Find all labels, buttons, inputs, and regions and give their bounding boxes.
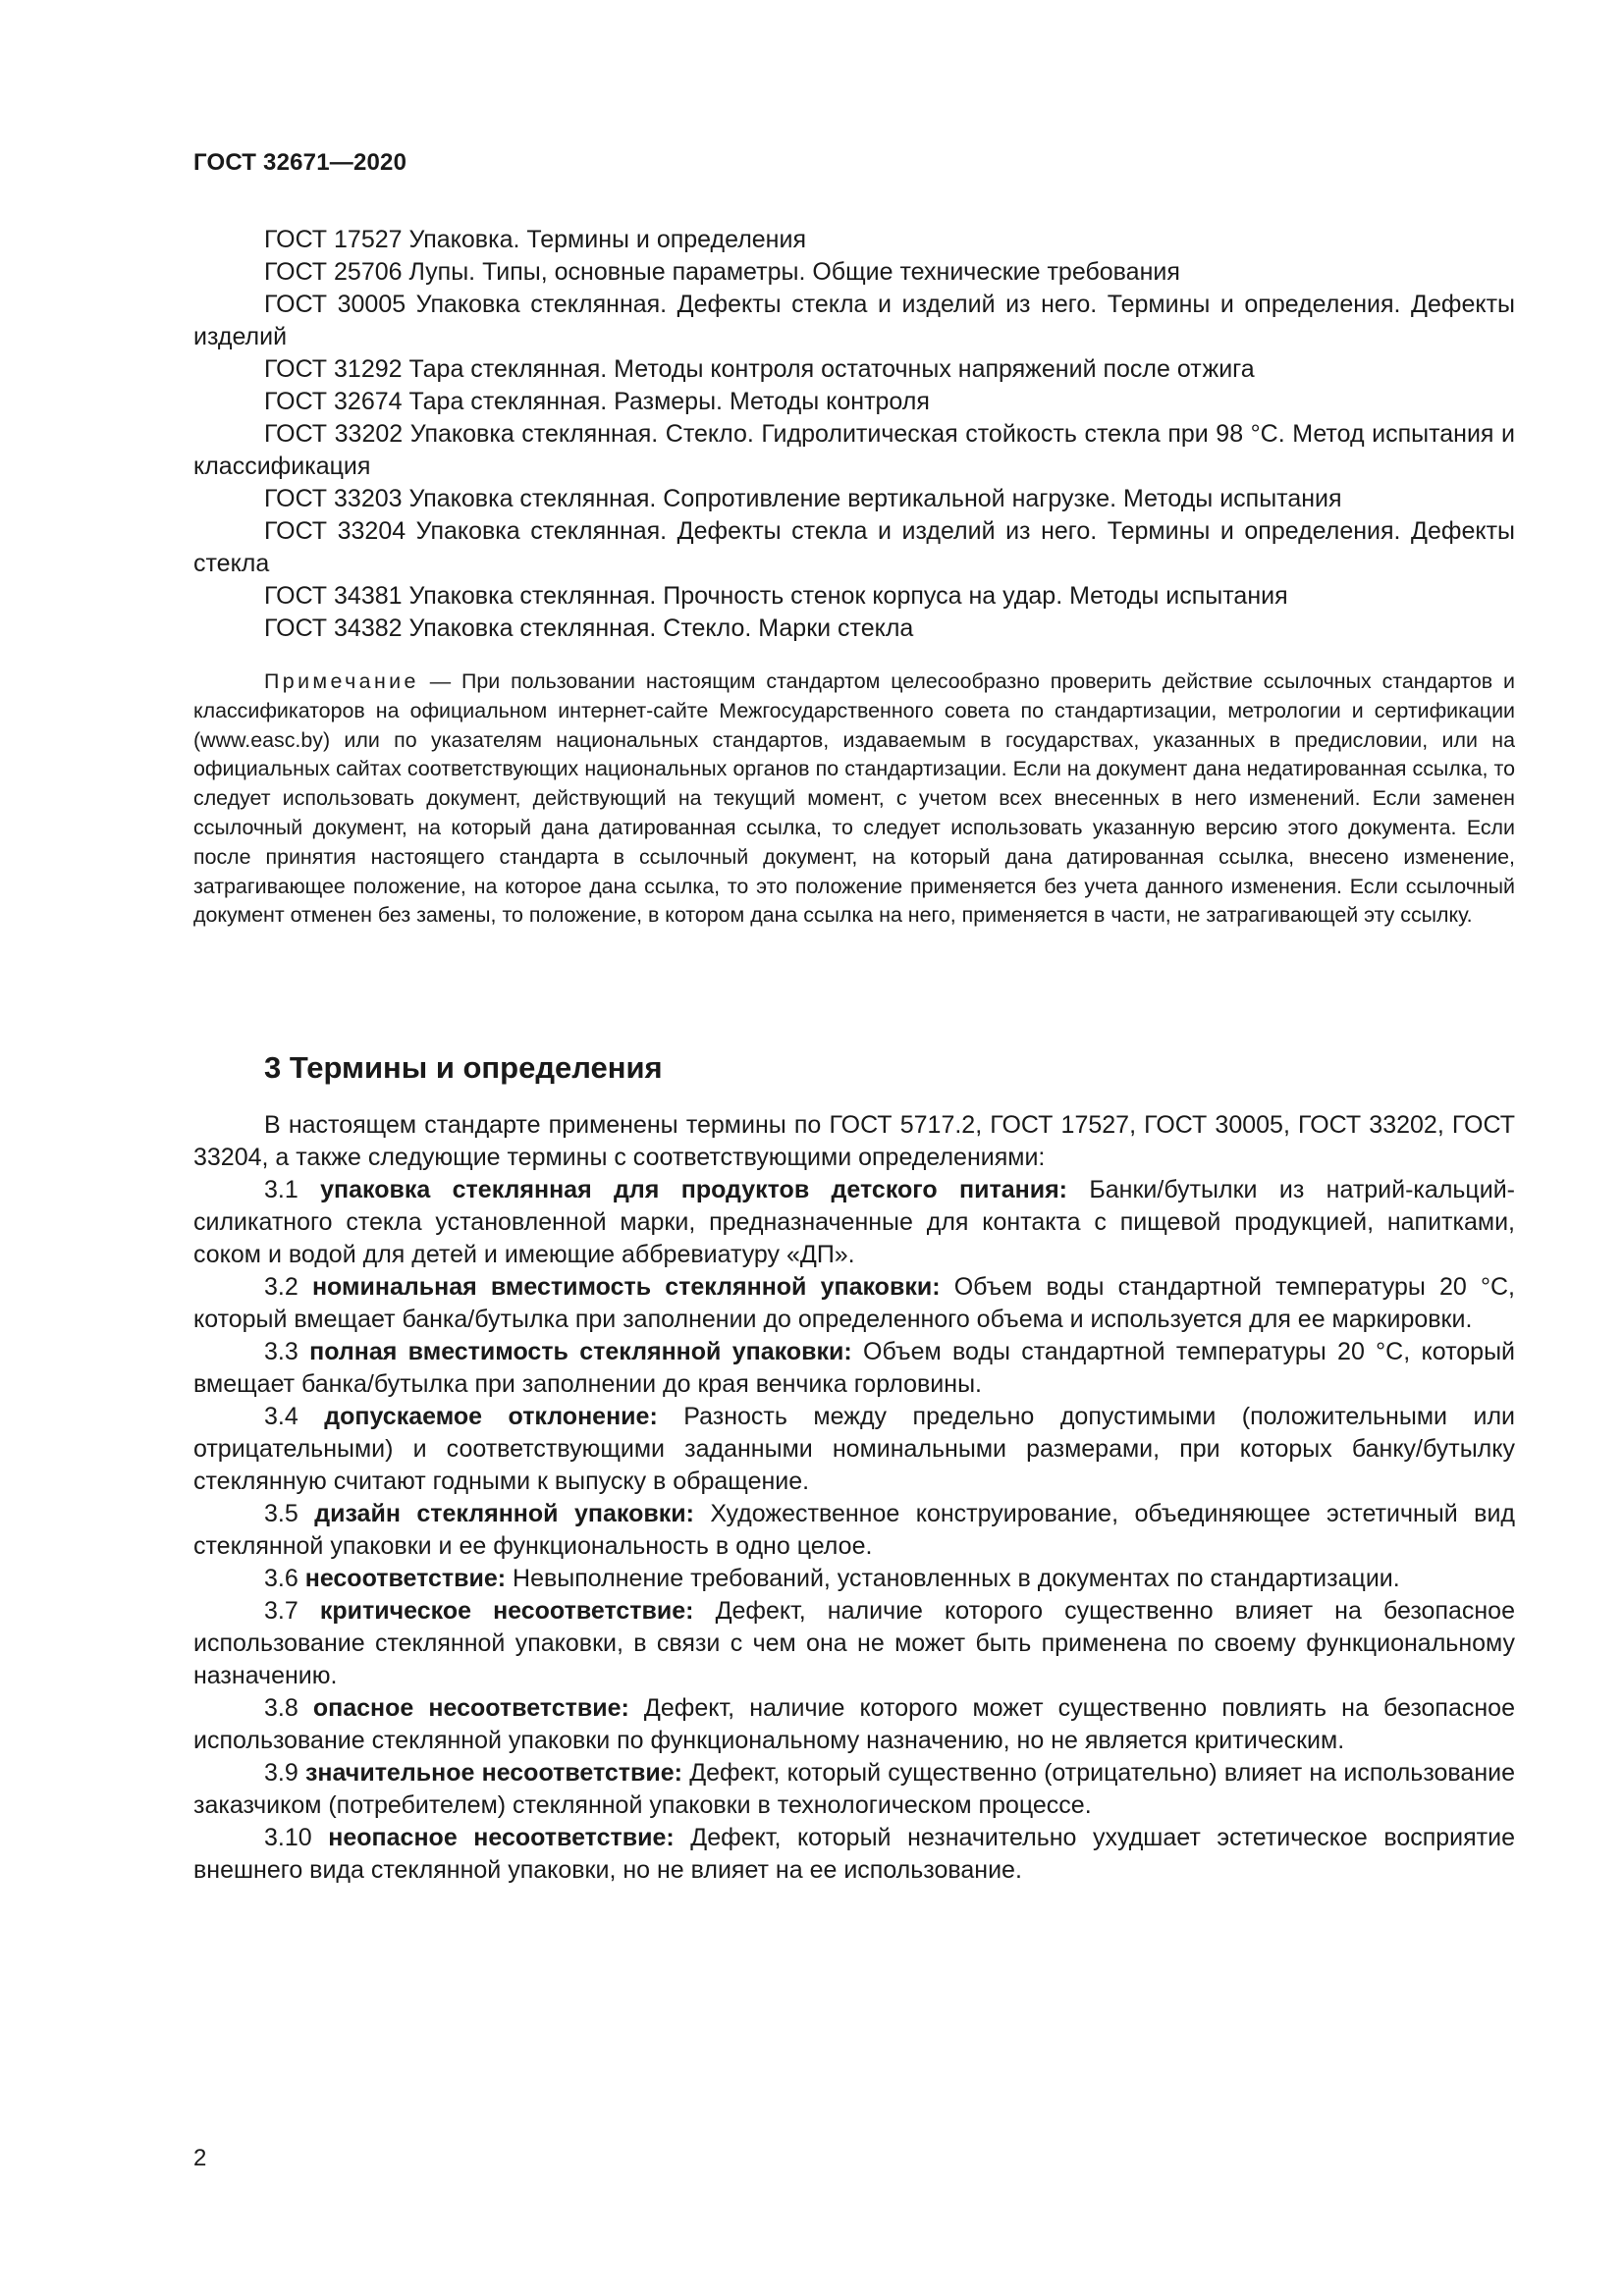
section-title: 3 Термины и определения	[264, 1050, 663, 1085]
reference-item: ГОСТ 30005 Упаковка стеклянная. Дефекты стекла и изделий из него. Термины и определения. Дефекты изделий	[193, 291, 1515, 350]
term-name: дизайн стеклянной упаковки:	[314, 1500, 694, 1527]
term-definition: Дефект, который существенно (отрицательно) влияет на использование заказчиком (потребителем) стеклянной упаковки в технологическом процессе.	[193, 1759, 1515, 1819]
reference-item: ГОСТ 31292 Тара стеклянная. Методы контроля остаточных напряжений после отжига	[264, 355, 1255, 383]
term-definition: Разность между предельно допустимыми (положительными или отрицательными) и соответствующими заданными номинальными размерами, при которых банку/бутылку стеклянную считают годными к выпуску в обращение.	[193, 1403, 1516, 1495]
reference-item: ГОСТ 32674 Тара стеклянная. Размеры. Методы контроля	[264, 388, 930, 415]
term-name: допускаемое отклонение:	[324, 1403, 658, 1430]
reference-item: ГОСТ 17527 Упаковка. Термины и определения	[264, 226, 806, 253]
term-entry	[193, 1401, 1515, 1498]
terms-list	[193, 1109, 1515, 1887]
section-intro: В настоящем стандарте применены термины по ГОСТ 5717.2, ГОСТ 17527, ГОСТ 30005, ГОСТ 33202, ГОСТ 33204, а также следующие термины с соответствующими определениями:	[193, 1111, 1515, 1171]
term-definition: Объем воды стандартной температуры 20 °С, который вмещает банка/бутылка при заполнении до определенного объема и используется для ее маркировки.	[193, 1273, 1515, 1333]
term-definition: Невыполнение требований, установленных в документах по стандартизации.	[506, 1565, 1400, 1592]
reference-item: ГОСТ 34382 Упаковка стеклянная. Стекло. Марки стекла	[264, 614, 914, 642]
term-definition: Объем воды стандартной температуры 20 °С, который вмещает банка/бутылка при заполнении до края венчика горловины.	[193, 1338, 1515, 1398]
term-entry	[193, 1563, 1515, 1595]
term-number: 3.5	[264, 1500, 298, 1527]
term-definition: Дефект, наличие которого существенно влияет на безопасное использование стеклянной упаковки, в связи с чем она не может быть применена по своему функциональному назначению.	[193, 1597, 1515, 1689]
term-entry	[193, 1757, 1515, 1822]
term-definition: Банки/бутылки из натрий-кальций-силикатного стекла установленной марки, предназначенные для контакта с пищевой продукцией, напитками, соком и водой для детей и имеющие аббревиатуру «ДП».	[193, 1176, 1516, 1268]
term-number: 3.10	[264, 1824, 312, 1851]
note-block	[193, 667, 1515, 931]
term-entry	[193, 1822, 1515, 1887]
term-name: полная вместимость стеклянной упаковки:	[309, 1338, 852, 1365]
term-number: 3.7	[264, 1597, 298, 1625]
reference-item: ГОСТ 34381 Упаковка стеклянная. Прочность стенок корпуса на удар. Методы испытания	[264, 582, 1288, 610]
term-name: неопасное несоответствие:	[328, 1824, 675, 1851]
note-text: — При пользовании настоящим стандартом целесообразно проверить действие ссылочных стандартов и классификаторов на официальном интернет-сайте Межгосударственного совета по стандартизации, метрологии и сертификации (www.easc.by) или по указателям национальных стандартов, издаваемым в государствах, указанных в предисловии, или на официальных сайтах соответствующих национальных органов по стандартизации. Если на документ дана недатированная ссылка, то следует использовать документ, действующий на текущий момент, с учетом всех внесенных в него изменений. Если заменен ссылочный документ, на который дана датированная ссылка, то следует использовать указанную версию этого документа. Если после принятия настоящего стандарта в ссылочный документ, на который дана датированная ссылка, внесено изменение, затрагивающее положение, на которое дана ссылка, то это положение применяется без учета данного изменения. Если ссылочный документ отменен без замены, то положение, в котором дана ссылка на него, применяется в части, не затрагивающей эту ссылку.	[193, 669, 1515, 928]
document-code-header: ГОСТ 32671—2020	[193, 149, 407, 176]
reference-item: ГОСТ 33202 Упаковка стеклянная. Стекло. Гидролитическая стойкость стекла при 98 °С. Метод испытания и классификация	[193, 420, 1515, 480]
term-number: 3.4	[264, 1403, 298, 1430]
term-name: критическое несоответствие:	[319, 1597, 694, 1625]
reference-item: ГОСТ 25706 Лупы. Типы, основные параметры. Общие технические требования	[264, 258, 1180, 286]
term-name: значительное несоответствие:	[305, 1759, 682, 1787]
term-number: 3.6	[264, 1565, 298, 1592]
term-definition: Дефект, наличие которого может существенно повлиять на безопасное использование стеклянной упаковки по функциональному назначению, но не является критическим.	[193, 1694, 1515, 1754]
term-entry	[193, 1595, 1515, 1692]
term-entry	[193, 1498, 1515, 1563]
term-number: 3.3	[264, 1338, 298, 1365]
page-number: 2	[193, 2145, 207, 2171]
term-name: несоответствие:	[304, 1565, 507, 1592]
reference-item: ГОСТ 33204 Упаковка стеклянная. Дефекты стекла и изделий из него. Термины и определения. Дефекты стекла	[193, 517, 1515, 577]
normative-references-list	[193, 224, 1515, 645]
term-name: номинальная вместимость стеклянной упаковки:	[311, 1273, 941, 1301]
note-paragraph	[193, 667, 1515, 931]
term-number: 3.2	[264, 1273, 298, 1301]
term-entry	[193, 1174, 1515, 1271]
term-definition: Дефект, который незначительно ухудшает эстетическое восприятие внешнего вида стеклянной упаковки, но не влияет на ее использование.	[193, 1824, 1515, 1884]
term-name: упаковка стеклянная для продуктов детского питания:	[320, 1176, 1067, 1203]
term-entry	[193, 1271, 1515, 1336]
note-label: Примечание	[264, 669, 419, 693]
term-number: 3.9	[264, 1759, 298, 1787]
term-name: опасное несоответствие:	[312, 1694, 629, 1722]
term-definition: Художественное конструирование, объединяющее эстетичный вид стеклянной упаковки и ее функциональность в одно целое.	[193, 1500, 1515, 1560]
term-entry	[193, 1336, 1515, 1401]
reference-item: ГОСТ 33203 Упаковка стеклянная. Сопротивление вертикальной нагрузке. Методы испытания	[264, 485, 1342, 512]
term-number: 3.1	[264, 1176, 298, 1203]
term-entry	[193, 1692, 1515, 1757]
term-number: 3.8	[264, 1694, 298, 1722]
